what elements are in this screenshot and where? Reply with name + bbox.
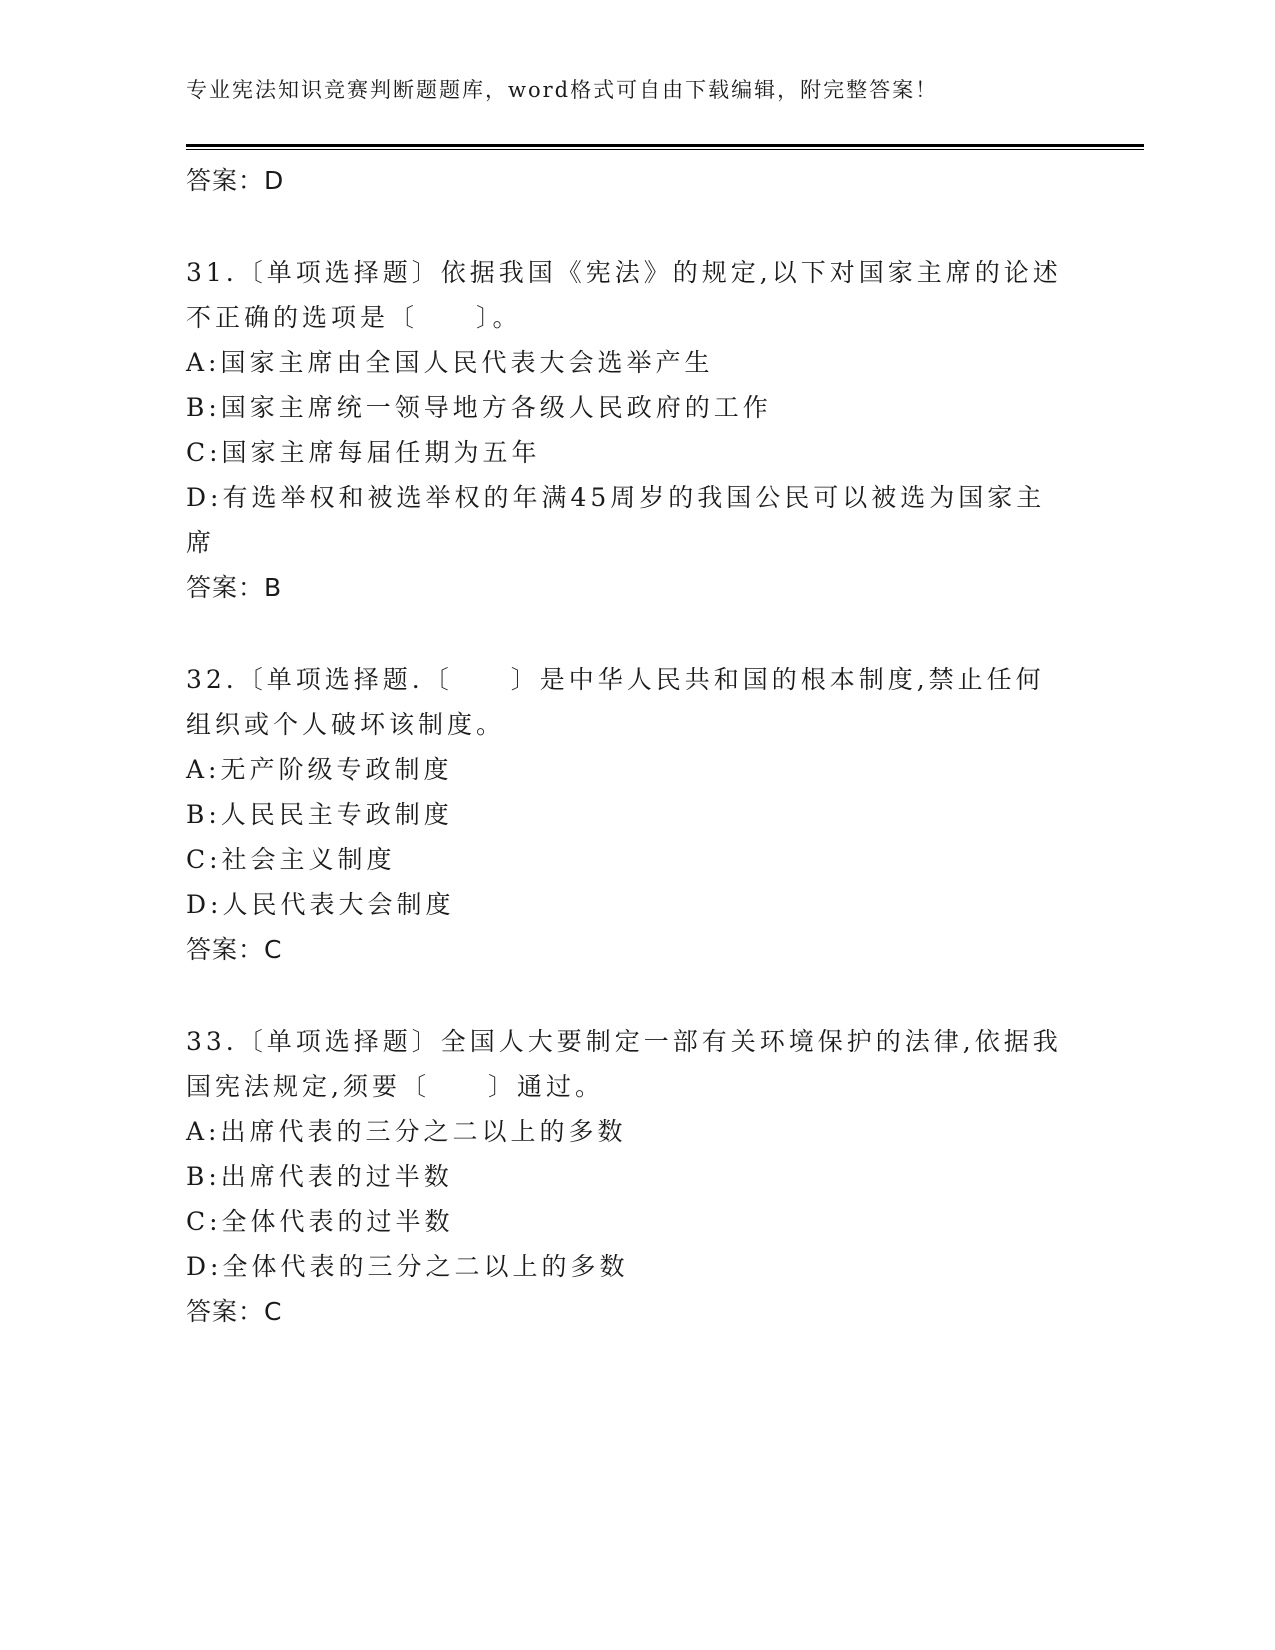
option-b: B:出席代表的过半数: [186, 1162, 453, 1191]
spacer: [186, 972, 1066, 1019]
header-rule-thin: [186, 149, 1144, 150]
option-d: D:人民代表大会制度: [186, 890, 455, 919]
option-d: D:有选举权和被选举权的年满45周岁的我国公民可以被选为国家主席: [186, 483, 1046, 557]
question-answer: 答案：C: [186, 1297, 283, 1326]
question-31: [186, 250, 1066, 610]
option-c: C:国家主席每届任期为五年: [186, 438, 541, 467]
previous-answer: 答案：D: [186, 166, 285, 195]
question-33: [186, 1019, 1066, 1334]
question-32: [186, 657, 1066, 972]
spacer: [186, 610, 1066, 657]
option-b: B:人民民主专政制度: [186, 800, 453, 829]
question-stem: 32.〔单项选择题.〔 〕是中华人民共和国的根本制度,禁止任何组织或个人破坏该制度。: [186, 665, 1045, 739]
question-list: [186, 158, 1066, 1334]
option-c: C:全体代表的过半数: [186, 1207, 454, 1236]
option-b: B:国家主席统一领导地方各级人民政府的工作: [186, 393, 772, 422]
option-a: A:国家主席由全国人民代表大会选举产生: [186, 348, 714, 377]
question-stem: 31.〔单项选择题〕依据我国《宪法》的规定,以下对国家主席的论述不正确的选项是〔 〕。: [186, 258, 1062, 332]
option-a: A:无产阶级专政制度: [186, 755, 453, 784]
option-d: D:全体代表的三分之二以上的多数: [186, 1252, 629, 1281]
question-answer: 答案：C: [186, 935, 283, 964]
question-answer: 答案：B: [186, 573, 283, 602]
option-a: A:出席代表的三分之二以上的多数: [186, 1117, 627, 1146]
spacer: [186, 203, 1066, 250]
option-c: C:社会主义制度: [186, 845, 396, 874]
question-stem: 33.〔单项选择题〕全国人大要制定一部有关环境保护的法律,依据我国宪法规定,须要〔 〕通过。: [186, 1027, 1062, 1101]
header-rule-thick: [186, 144, 1144, 147]
page-header: 专业宪法知识竞赛判断题题库，word格式可自由下载编辑，附完整答案！: [186, 78, 939, 102]
